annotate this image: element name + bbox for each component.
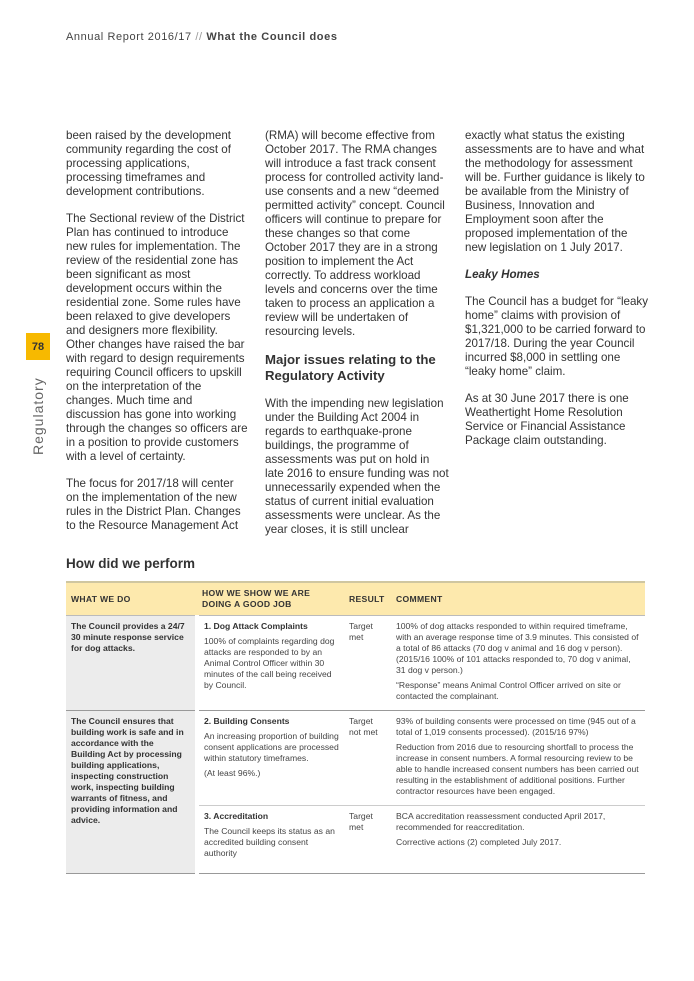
measure-text: The Council keeps its status as an accredited building consent authority <box>204 826 335 858</box>
table-row <box>66 711 645 806</box>
paragraph: The focus for 2017/18 will center on the implementation of the new rules in the District Plan. Changes to the Resource Management Act <box>66 477 241 532</box>
column-header: COMMENT <box>391 582 645 616</box>
measure-text: 100% of complaints regarding dog attacks are responded to by an Animal Control Officer within 30 minutes of the call being received by Council. <box>204 636 335 690</box>
comment-text: “Response” means Animal Control Officer arrived on site or contacted the complainant. <box>396 680 621 701</box>
text-column-1 <box>66 129 248 546</box>
report-title: Annual Report 2016/17 <box>66 31 192 43</box>
comment-cell <box>391 806 645 874</box>
paragraph: been raised by the development community regarding the cost of processing applications, processing timeframes and development contributions. <box>66 129 232 198</box>
header-separator: // <box>195 31 203 43</box>
measure-text: An increasing proportion of building consent applications are processed within statutory timeframes. <box>204 731 339 763</box>
column-header: RESULT <box>344 582 391 616</box>
comment-cell <box>391 616 645 711</box>
section-title: What the Council does <box>206 31 338 43</box>
performance-table <box>66 581 645 874</box>
paragraph: The Council has a budget for “leaky home” claims with provision of $1,321,000 to be carried forward to 2017/18. During the year Council incurred $8,000 in settling one “leaky home” claim. <box>465 295 649 378</box>
measure-title: 2. Building Consents <box>204 716 290 726</box>
measure-extra: (At least 96%.) <box>204 768 261 778</box>
comment-cell <box>391 711 645 806</box>
what-we-do-cell: The Council provides a 24/7 30 minute response service for dog attacks. <box>66 616 197 711</box>
paragraph: exactly what status the existing assessments are to have and what the methodology for assessment will be. Further guidance is likely to be available from the Ministry of Business, Innovation and Employment soon after the proposed implementation of the new legislation on 1 July 2017. <box>465 129 645 254</box>
table-header-row <box>66 582 645 616</box>
measure-cell <box>197 616 344 711</box>
measure-cell <box>197 711 344 806</box>
text-column-3 <box>465 129 650 461</box>
column-header: HOW WE SHOW WE ARE DOING A GOOD JOB <box>197 582 344 616</box>
measure-title: 1. Dog Attack Complaints <box>204 621 308 631</box>
result-cell: Target met <box>344 806 391 874</box>
table-row <box>66 616 645 711</box>
page-number: 78 <box>31 340 45 353</box>
paragraph: The Sectional review of the District Plan has continued to introduce new rules for implementation. The review of the residential zone has been significant as most development occurs within the residential zone. Some rules have been relaxed to give developers and designers more flexibility. Other changes have raised the bar with regard to design requirements requiring Council officers to upskill on the interpretation of the changes. Much time and discussion has gone into working through the changes so officers are in a position to provide customers with a level of certainty. <box>66 212 248 463</box>
comment-text: 100% of dog attacks responded to within required timeframe, with an average response time of 3.9 minutes. This consisted of a total of 86 attacks (70 dog v animal and 16 dog v person). (2015/16 100% of 101 attacks responded to, 70 dog v animal, 31 dog v person.) <box>396 621 639 675</box>
comment-text: 93% of building consents were processed on time (945 out of a total of 1,019 consents processed). (2015/16 97%) <box>396 716 636 737</box>
paragraph: With the impending new legislation under the Building Act 2004 in regards to earthquake-prone buildings, the programme of assessments was put on hold in late 2016 to ensure funding was not unnecessarily expended when the status of current initial evaluation assessments were unclear. As the year closes, it is still unclear <box>265 397 449 536</box>
page-number-tab <box>26 333 50 360</box>
column-header: WHAT WE DO <box>66 582 197 616</box>
measure-cell <box>197 806 344 874</box>
result-cell: Target not met <box>344 711 391 806</box>
section-side-label: Regulatory <box>30 377 46 455</box>
paragraph: As at 30 June 2017 there is one Weathertight Home Resolution Service or Financial Assistance Package claim outstanding. <box>465 392 629 447</box>
running-header <box>66 31 338 43</box>
what-we-do-cell: The Council ensures that building work is safe and in accordance with the Building Act by processing building applications, inspecting construction work, inspecting building warrants of fitness, and providing information and advice. <box>66 711 197 874</box>
comment-text: Corrective actions (2) completed July 2017. <box>396 837 562 847</box>
major-issues-heading: Major issues relating to the Regulatory Activity <box>265 352 436 383</box>
text-column-2 <box>265 129 449 550</box>
performance-title: How did we perform <box>66 556 196 571</box>
comment-text: Reduction from 2016 due to resourcing shortfall to process the increase in consent numbers. A formal resourcing review to be able to handle increased consent numbers has been carried out resulting in the establishment of additional positions. Further contractor resources have been engaged. <box>396 742 639 796</box>
comment-text: BCA accreditation reassessment conducted April 2017, recommended for reaccreditation. <box>396 811 606 832</box>
leaky-homes-heading: Leaky Homes <box>465 268 540 281</box>
paragraph: (RMA) will become effective from October 2017. The RMA changes will introduce a fast track consent process for controlled activity land-use consents and a new “deemed permitted activity” concept. Council officers will continue to prepare for these changes so that come October 2017 they are in a strong position to implement the Act correctly. To address workload levels and concerns over the time taken to process an application a review will be undertaken of resourcing levels. <box>265 129 445 338</box>
result-cell: Target met <box>344 616 391 711</box>
measure-title: 3. Accreditation <box>204 811 269 821</box>
